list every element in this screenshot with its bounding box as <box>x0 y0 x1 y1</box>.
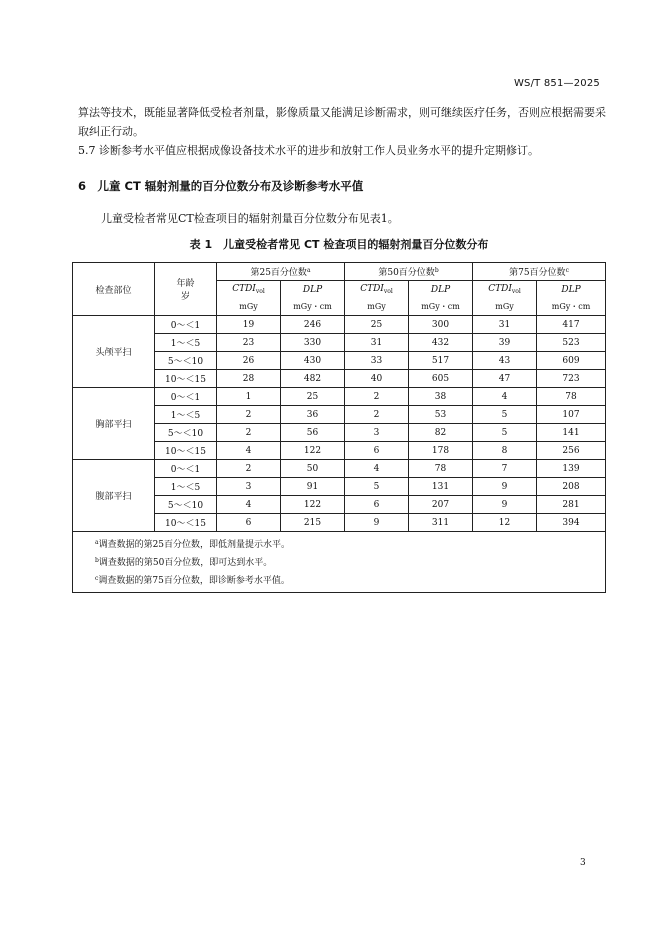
value-cell: 300 <box>409 316 473 334</box>
value-cell: 33 <box>345 352 409 370</box>
age-cell: 10～＜15 <box>155 514 217 532</box>
value-cell: 2 <box>345 406 409 424</box>
value-cell: 4 <box>345 460 409 478</box>
value-cell: 31 <box>473 316 537 334</box>
value-cell: 482 <box>281 370 345 388</box>
value-cell: 609 <box>537 352 606 370</box>
value-cell: 122 <box>281 442 345 460</box>
value-cell: 432 <box>409 334 473 352</box>
value-cell: 723 <box>537 370 606 388</box>
value-cell: 5 <box>345 478 409 496</box>
value-cell: 9 <box>473 478 537 496</box>
value-cell: 6 <box>217 514 281 532</box>
value-cell: 517 <box>409 352 473 370</box>
value-cell: 28 <box>217 370 281 388</box>
value-cell: 330 <box>281 334 345 352</box>
value-cell: 50 <box>281 460 345 478</box>
unit-dlp-p75: mGy・cm <box>537 298 606 316</box>
header-p25: 第25百分位数$^a$ <box>217 263 345 281</box>
header-p50: 第50百分位数$^b$ <box>345 263 473 281</box>
value-cell: 43 <box>473 352 537 370</box>
value-cell: 6 <box>345 442 409 460</box>
header-ctdi-p50: $CTDI_{vol}$ <box>345 281 409 299</box>
table-row <box>73 460 606 478</box>
value-cell: 7 <box>473 460 537 478</box>
value-cell: 139 <box>537 460 606 478</box>
value-cell: 215 <box>281 514 345 532</box>
value-cell: 5 <box>473 424 537 442</box>
value-cell: 2 <box>345 388 409 406</box>
value-cell: 207 <box>409 496 473 514</box>
value-cell: 53 <box>409 406 473 424</box>
value-cell: 91 <box>281 478 345 496</box>
value-cell: 246 <box>281 316 345 334</box>
table-caption: 表 1 儿童受检者常见 CT 检查项目的辐射剂量百分位数分布 <box>189 238 489 251</box>
table-row <box>73 388 606 406</box>
paragraph-algorithm-note: 算法等技术，既能显著降低受检者剂量，影像质量又能满足诊断需求，则可继续医疗任务，否则应根据需要采取纠正行动。 <box>78 106 606 138</box>
value-cell: 430 <box>281 352 345 370</box>
value-cell: 8 <box>473 442 537 460</box>
age-cell: 10～＜15 <box>155 442 217 460</box>
value-cell: 23 <box>217 334 281 352</box>
value-cell: 4 <box>217 496 281 514</box>
unit-ctdi-p75: mGy <box>473 298 537 316</box>
value-cell: 122 <box>281 496 345 514</box>
unit-ctdi-p25: mGy <box>217 298 281 316</box>
value-cell: 178 <box>409 442 473 460</box>
table-note: $^c$调查数据的第75百分位数，即诊断参考水平值。 <box>95 575 290 586</box>
table-note: $^b$调查数据的第50百分位数，即可达到水平。 <box>95 557 273 568</box>
value-cell: 12 <box>473 514 537 532</box>
value-cell: 311 <box>409 514 473 532</box>
header-ctdi-p75: $CTDI_{vol}$ <box>473 281 537 299</box>
value-cell: 47 <box>473 370 537 388</box>
value-cell: 2 <box>217 424 281 442</box>
header-age: 年龄 岁 <box>155 263 217 316</box>
site-cell: 腹部平扫 <box>73 460 155 532</box>
value-cell: 19 <box>217 316 281 334</box>
table-note: $^a$调查数据的第25百分位数，即低剂量提示水平。 <box>95 539 291 550</box>
header-dlp-p25: DLP <box>281 281 345 299</box>
header-ctdi-p25: $CTDI_{vol}$ <box>217 281 281 299</box>
value-cell: 107 <box>537 406 606 424</box>
value-cell: 56 <box>281 424 345 442</box>
value-cell: 208 <box>537 478 606 496</box>
value-cell: 38 <box>409 388 473 406</box>
value-cell: 131 <box>409 478 473 496</box>
value-cell: 25 <box>281 388 345 406</box>
dose-percentile-table <box>72 262 606 593</box>
value-cell: 6 <box>345 496 409 514</box>
value-cell: 4 <box>473 388 537 406</box>
age-cell: 10～＜15 <box>155 370 217 388</box>
table-notes-row <box>73 532 606 593</box>
value-cell: 3 <box>217 478 281 496</box>
section-6-title: 6 儿童 CT 辐射剂量的百分位数分布及诊断参考水平值 <box>78 179 364 193</box>
age-cell: 1～＜5 <box>155 478 217 496</box>
value-cell: 281 <box>537 496 606 514</box>
header-p75: 第75百分位数$^c$ <box>473 263 606 281</box>
value-cell: 78 <box>409 460 473 478</box>
value-cell: 523 <box>537 334 606 352</box>
age-cell: 5～＜10 <box>155 352 217 370</box>
unit-dlp-p50: mGy・cm <box>409 298 473 316</box>
value-cell: 2 <box>217 406 281 424</box>
value-cell: 605 <box>409 370 473 388</box>
value-cell: 9 <box>345 514 409 532</box>
header-dlp-p75: DLP <box>537 281 606 299</box>
value-cell: 25 <box>345 316 409 334</box>
value-cell: 4 <box>217 442 281 460</box>
site-cell: 头颅平扫 <box>73 316 155 388</box>
table-row <box>73 316 606 334</box>
page-number: 3 <box>580 858 586 868</box>
value-cell: 2 <box>217 460 281 478</box>
age-cell: 0～＜1 <box>155 460 217 478</box>
table-notes <box>73 532 606 593</box>
value-cell: 141 <box>537 424 606 442</box>
value-cell: 78 <box>537 388 606 406</box>
site-cell: 胸部平扫 <box>73 388 155 460</box>
value-cell: 394 <box>537 514 606 532</box>
value-cell: 36 <box>281 406 345 424</box>
age-cell: 0～＜1 <box>155 316 217 334</box>
value-cell: 9 <box>473 496 537 514</box>
value-cell: 82 <box>409 424 473 442</box>
header-site: 检查部位 <box>73 263 155 316</box>
value-cell: 31 <box>345 334 409 352</box>
paragraph-table-reference: 儿童受检者常见CT检查项目的辐射剂量百分位数分布见表1。 <box>101 212 399 225</box>
value-cell: 39 <box>473 334 537 352</box>
value-cell: 256 <box>537 442 606 460</box>
age-cell: 5～＜10 <box>155 496 217 514</box>
unit-dlp-p25: mGy・cm <box>281 298 345 316</box>
standard-code: WS/T 851—2025 <box>513 78 600 89</box>
age-cell: 1～＜5 <box>155 334 217 352</box>
value-cell: 40 <box>345 370 409 388</box>
unit-ctdi-p50: mGy <box>345 298 409 316</box>
paragraph-5-7: 5.7 诊断参考水平值应根据成像设备技术水平的进步和放射工作人员业务水平的提升定期修订。 <box>78 144 539 157</box>
header-dlp-p50: DLP <box>409 281 473 299</box>
value-cell: 5 <box>473 406 537 424</box>
age-cell: 1～＜5 <box>155 406 217 424</box>
age-cell: 0～＜1 <box>155 388 217 406</box>
age-cell: 5～＜10 <box>155 424 217 442</box>
value-cell: 417 <box>537 316 606 334</box>
value-cell: 26 <box>217 352 281 370</box>
value-cell: 3 <box>345 424 409 442</box>
value-cell: 1 <box>217 388 281 406</box>
